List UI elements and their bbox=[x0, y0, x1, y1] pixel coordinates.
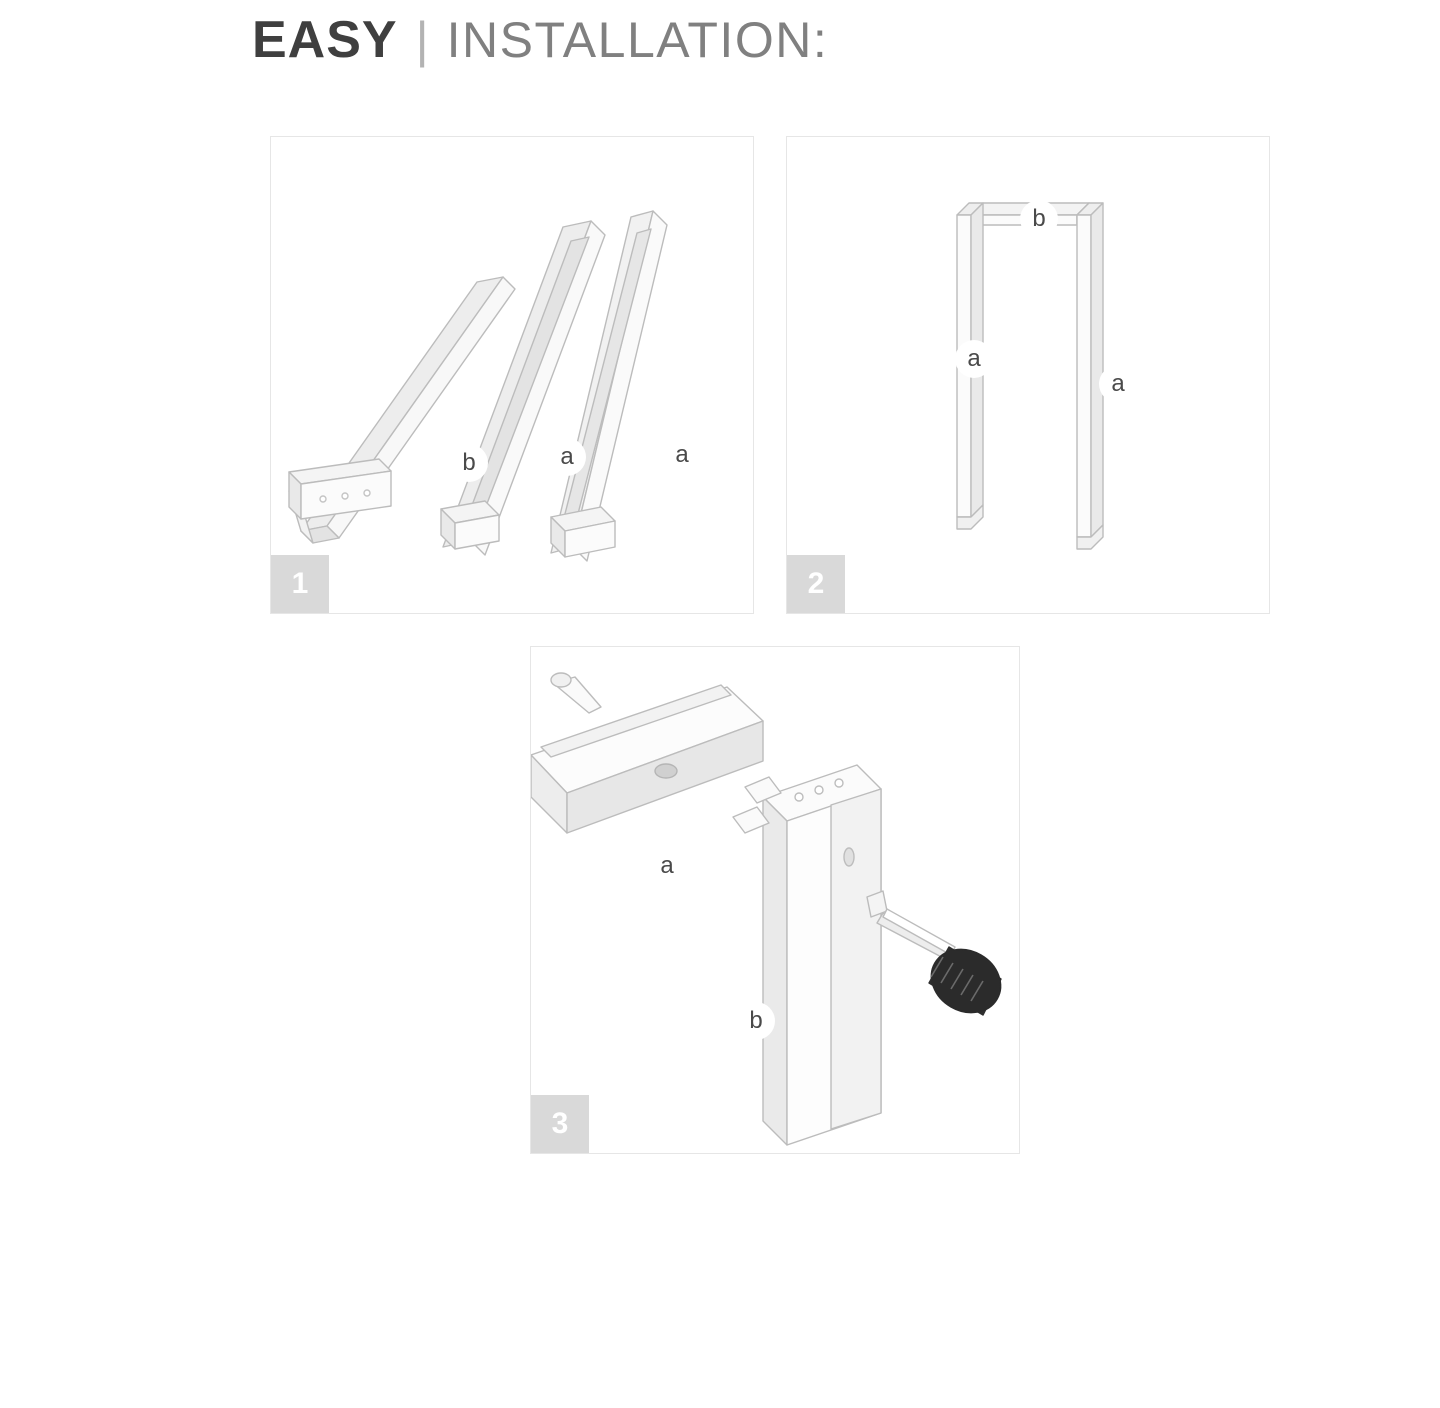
callout-a-2 bbox=[663, 436, 701, 474]
callout-a bbox=[648, 847, 686, 885]
page-title bbox=[252, 0, 1252, 80]
step-1-panel bbox=[270, 136, 754, 614]
step-number-badge bbox=[531, 1095, 589, 1153]
callout-b bbox=[450, 444, 488, 482]
callout-b bbox=[737, 1002, 775, 1040]
title-installation: INSTALLATION: bbox=[446, 12, 829, 68]
callout-b bbox=[1020, 200, 1058, 238]
step-3-panel bbox=[530, 646, 1020, 1154]
callout-label: a bbox=[660, 852, 674, 879]
callout-label: b bbox=[462, 449, 476, 476]
step-number-badge bbox=[787, 555, 845, 613]
callout-a-right bbox=[1099, 365, 1137, 403]
callout-label: a bbox=[675, 441, 689, 468]
callout-label: a bbox=[967, 345, 981, 372]
callout-label: a bbox=[560, 443, 574, 470]
callout-a-1 bbox=[548, 438, 586, 476]
step-2-panel bbox=[786, 136, 1270, 614]
step-number: 1 bbox=[291, 567, 309, 600]
step-1-illustration bbox=[271, 137, 755, 615]
callout-a-left bbox=[955, 340, 993, 378]
title-separator: | bbox=[415, 12, 429, 68]
title-easy: EASY bbox=[252, 11, 398, 69]
callout-label: a bbox=[1111, 370, 1125, 397]
callout-label: b bbox=[749, 1007, 763, 1034]
step-number: 2 bbox=[807, 567, 825, 600]
callout-label: b bbox=[1032, 205, 1046, 232]
step-number: 3 bbox=[551, 1107, 569, 1140]
step-number-badge bbox=[271, 555, 329, 613]
step-3-illustration bbox=[531, 647, 1021, 1155]
